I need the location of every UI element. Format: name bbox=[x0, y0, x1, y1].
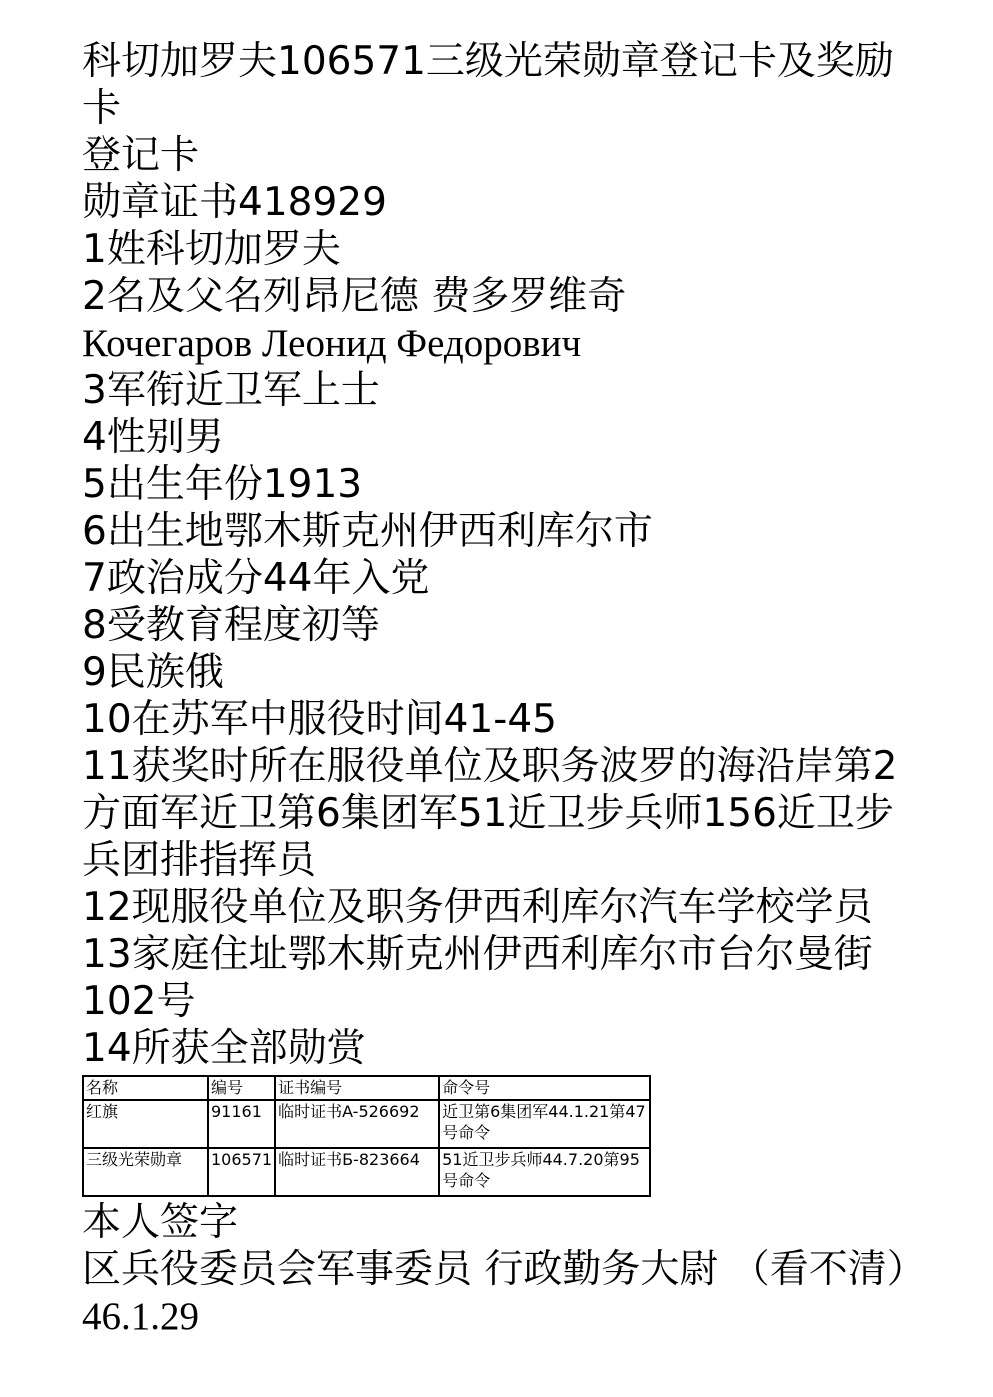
commissioner-line: 区兵役委员会军事委员 行政勤务大尉 （看不清） bbox=[82, 1247, 926, 1292]
table-cell: 近卫第6集团军44.1.21第47号命令 bbox=[439, 1100, 650, 1148]
table-cell: 51近卫步兵师44.7.20第95号命令 bbox=[439, 1148, 650, 1196]
table-cell: 106571 bbox=[208, 1148, 275, 1196]
field-sex: 4性别男 bbox=[82, 415, 224, 460]
field-ethnicity: 9民族俄 bbox=[82, 650, 224, 695]
document-title: 科切加罗夫106571三级光荣勋章登记卡及奖励卡 bbox=[82, 39, 894, 131]
certificate-number: 勋章证书418929 bbox=[82, 180, 387, 225]
column-header-number: 编号 bbox=[208, 1076, 275, 1100]
field-education: 8受教育程度初等 bbox=[82, 603, 380, 648]
field-all-awards: 14所获全部勋赏 bbox=[82, 1026, 366, 1071]
document-subtitle: 登记卡 bbox=[82, 133, 200, 178]
field-unit-at-award: 11获奖时所在服役单位及职务波罗的海沿岸第2方面军近卫第6集团军51近卫步兵师156近卫步兵团排指挥员 bbox=[82, 744, 898, 883]
field-address: 13家庭住址鄂木斯克州伊西利库尔市台尔曼街102号 bbox=[82, 932, 873, 1024]
field-current-unit: 12现服役单位及职务伊西利库尔汽车学校学员 bbox=[82, 885, 873, 930]
table-cell: 91161 bbox=[208, 1100, 275, 1148]
field-rank: 3军衔近卫军上士 bbox=[82, 368, 380, 413]
field-party: 7政治成分44年入党 bbox=[82, 556, 430, 601]
field-name-russian: Кочегаров Леонид Федорович bbox=[82, 322, 582, 365]
column-header-certificate: 证书编号 bbox=[275, 1076, 439, 1100]
field-surname: 1姓科切加罗夫 bbox=[82, 227, 341, 272]
field-birth-place: 6出生地鄂木斯克州伊西利库尔市 bbox=[82, 509, 653, 554]
table-cell: 临时证书A-526692 bbox=[275, 1100, 439, 1148]
awards-table bbox=[82, 1075, 651, 1197]
column-header-order: 命令号 bbox=[439, 1076, 650, 1100]
table-row bbox=[83, 1100, 650, 1148]
table-cell: 三级光荣勋章 bbox=[83, 1148, 208, 1196]
signature-label: 本人签字 bbox=[82, 1200, 239, 1245]
document-date: 46.1.29 bbox=[82, 1295, 199, 1338]
table-row bbox=[83, 1148, 650, 1196]
field-name: 2名及父名列昂尼德 费多罗维奇 bbox=[82, 274, 627, 319]
column-header-name: 名称 bbox=[83, 1076, 208, 1100]
registration-card-document bbox=[82, 38, 926, 1340]
table-cell: 临时证书Б-823664 bbox=[275, 1148, 439, 1196]
field-birth-year: 5出生年份1913 bbox=[82, 462, 363, 507]
table-header-row bbox=[83, 1076, 650, 1100]
table-cell: 红旗 bbox=[83, 1100, 208, 1148]
field-service-period: 10在苏军中服役时间41-45 bbox=[82, 697, 557, 742]
